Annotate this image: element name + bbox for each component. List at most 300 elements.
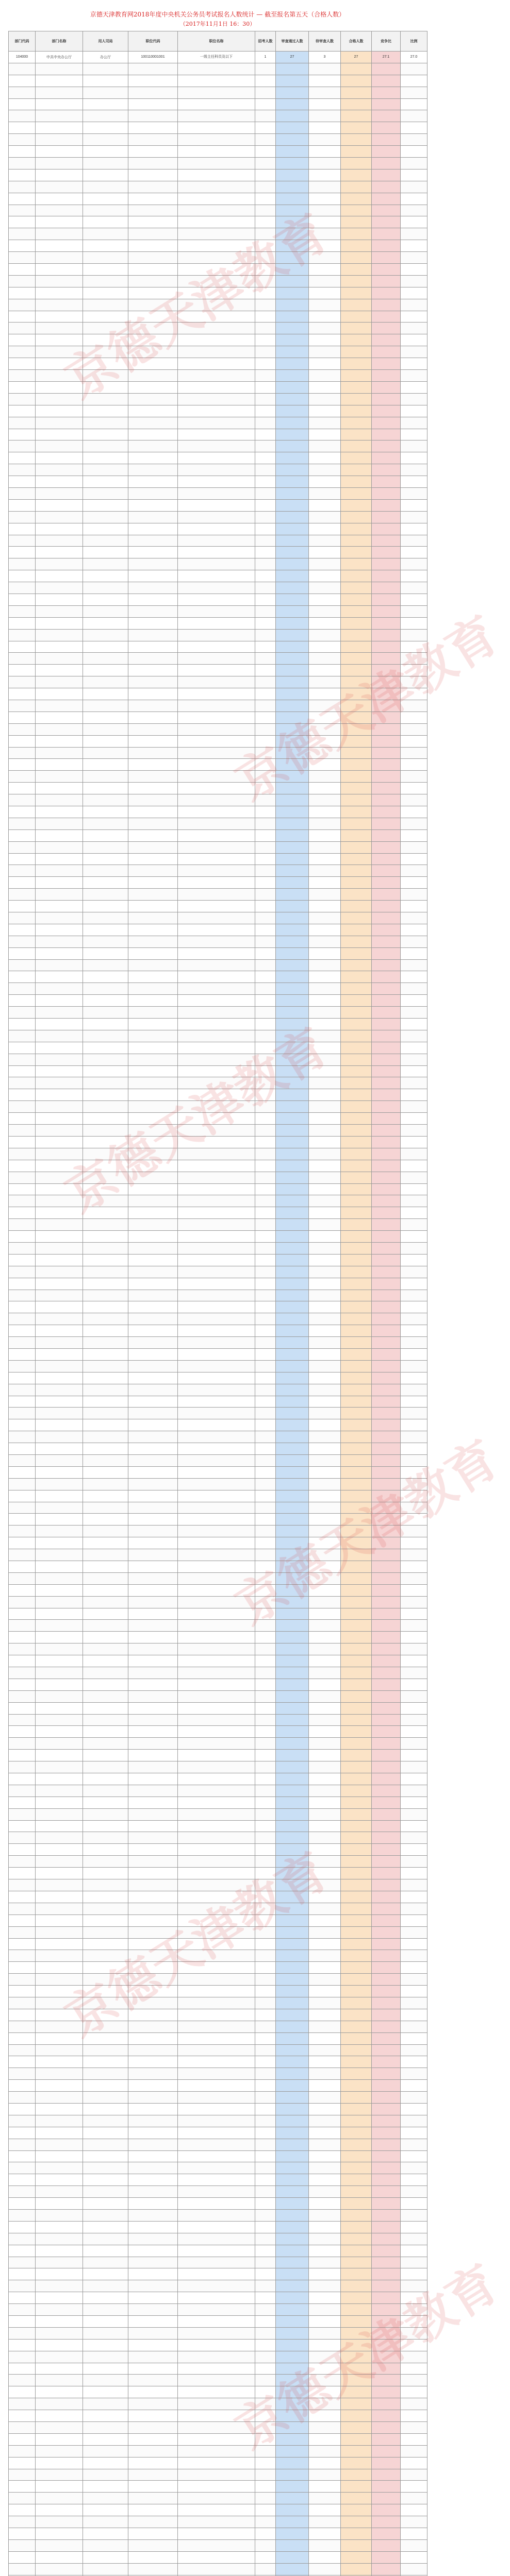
table-cell [309,959,341,971]
table-cell [9,2115,36,2127]
table-cell [128,1301,178,1313]
table-cell [309,205,341,216]
table-cell [255,841,276,853]
table-cell [83,1879,128,1891]
table-cell [178,2493,255,2504]
table-cell [309,1726,341,1738]
table-cell [128,570,178,582]
table-cell [276,853,309,865]
table-cell [372,1242,401,1254]
table-cell [36,1337,83,1349]
table-cell [178,1785,255,1797]
table-cell [309,1526,341,1537]
table-cell [276,205,309,216]
table-cell [83,995,128,1007]
table-cell [83,947,128,959]
table-cell [276,2044,309,2056]
table-cell [341,299,372,311]
table-cell [255,1337,276,1349]
table-cell [341,193,372,205]
table-cell [128,440,178,452]
table-cell [309,676,341,688]
table-cell [255,2316,276,2328]
table-cell [401,1419,427,1431]
table-cell [178,1950,255,1962]
table-row [9,629,427,641]
table-cell [36,2209,83,2221]
table-cell [36,1938,83,1950]
table-cell [178,146,255,158]
table-cell [36,464,83,476]
table-row [9,653,427,665]
table-cell [372,829,401,841]
table-cell [276,2422,309,2434]
table-cell [401,1526,427,1537]
table-cell [36,193,83,205]
table-cell [36,1325,83,1337]
table-cell [372,1419,401,1431]
table-cell [309,1089,341,1101]
table-cell [372,1797,401,1808]
table-cell [255,995,276,1007]
table-cell [276,2221,309,2233]
table-cell [276,1266,309,1278]
table-cell [178,1396,255,1408]
table-cell [83,2127,128,2139]
table-cell [401,2327,427,2339]
table-cell [178,1690,255,1702]
table-cell [276,558,309,570]
table-row [9,1962,427,1974]
table-cell [36,169,83,181]
table-cell [372,2198,401,2210]
table-row [9,1655,427,1667]
table-cell [83,2539,128,2551]
table-cell [83,122,128,134]
table-cell [309,323,341,334]
table-cell [309,1019,341,1030]
table-cell [9,547,36,558]
table-cell [255,1408,276,1419]
table-cell [372,2304,401,2316]
table-cell [255,2032,276,2044]
table-cell [36,358,83,370]
table-cell [178,205,255,216]
table-cell [128,2563,178,2575]
table-cell [128,1183,178,1195]
table-cell [255,499,276,511]
table-cell [255,2363,276,2375]
table-cell [83,1431,128,1443]
table-cell [178,2162,255,2174]
table-row [9,1454,427,1466]
table-cell [255,1089,276,1101]
table-cell [178,2469,255,2481]
table-cell [341,901,372,912]
table-row [9,1160,427,1172]
table-row [9,1773,427,1785]
table-cell [341,2139,372,2150]
table-cell [401,1761,427,1773]
table-cell [341,1172,372,1183]
table-cell [309,1643,341,1655]
table-cell [178,841,255,853]
table-cell [341,311,372,323]
table-cell [401,1408,427,1419]
table-row [9,2092,427,2104]
table-cell [255,1065,276,1077]
table-cell [36,275,83,287]
table-cell [255,2493,276,2504]
table-cell [83,1832,128,1844]
col-header: 比例 [401,31,427,52]
table-cell [36,181,83,193]
table-cell [83,783,128,794]
table-cell [178,252,255,264]
table-cell [309,1054,341,1065]
table-cell [128,2280,178,2292]
table-cell [9,1136,36,1148]
table-cell [401,2481,427,2493]
table-row [9,865,427,877]
table-cell [9,1348,36,1360]
table-cell [36,1714,83,1726]
table-cell [276,370,309,382]
table-cell [36,1572,83,1584]
table-cell [341,1620,372,1632]
table-cell [401,1042,427,1054]
table-cell [309,2044,341,2056]
table-cell [401,1065,427,1077]
table-cell [309,1337,341,1349]
table-row [9,2198,427,2210]
table-cell [276,877,309,889]
table-cell [83,1490,128,1502]
table-cell [9,2080,36,2092]
table-cell [276,287,309,299]
table-cell [372,2139,401,2150]
table-cell [178,1007,255,1019]
table-cell [36,1797,83,1808]
table-row [9,2056,427,2068]
table-cell [128,841,178,853]
table-cell [255,1926,276,1938]
table-cell [36,877,83,889]
table-cell [9,535,36,547]
table-cell [276,617,309,629]
table-cell [255,1183,276,1195]
table-cell [372,1785,401,1797]
col-header: 待审查人数 [309,31,341,52]
table-cell [341,1183,372,1195]
table-cell [401,594,427,605]
table-cell [372,429,401,440]
table-row [9,1903,427,1914]
table-cell [36,794,83,806]
table-cell [372,1042,401,1054]
table-cell [9,110,36,122]
table-cell [128,1337,178,1349]
table-cell [276,440,309,452]
table-cell [255,1820,276,1832]
table-cell [309,1254,341,1266]
table-cell [9,1443,36,1455]
table-cell [401,711,427,723]
table-cell [276,806,309,818]
table-cell [276,2433,309,2445]
table-cell [36,2245,83,2257]
table-cell [255,558,276,570]
table-cell [83,2245,128,2257]
table-cell [341,134,372,146]
table-cell [341,2292,372,2304]
table-cell [276,2351,309,2363]
table-cell [276,2115,309,2127]
table-cell [276,2398,309,2410]
table-row [9,1561,427,1573]
table-cell [83,1714,128,1726]
table-cell [372,1761,401,1773]
table-cell [128,1266,178,1278]
table-cell [255,1325,276,1337]
table-cell [9,1868,36,1879]
table-cell [276,2174,309,2186]
table-cell [372,1077,401,1089]
table-cell [276,735,309,747]
table-cell [372,2115,401,2127]
table-cell [83,1348,128,1360]
table-row [9,487,427,499]
table-cell [128,959,178,971]
table-cell [128,193,178,205]
table-cell [128,299,178,311]
table-cell [9,1278,36,1290]
table-cell [309,1443,341,1455]
table-cell [83,665,128,676]
table-cell [255,2339,276,2351]
table-cell [372,1443,401,1455]
table-cell [255,1242,276,1254]
table-row [9,2304,427,2316]
table-cell [36,1454,83,1466]
table-cell [83,2257,128,2268]
table-cell [83,1337,128,1349]
table-cell [309,2292,341,2304]
table-cell [83,1726,128,1738]
table-cell [401,1844,427,1856]
table-cell [128,865,178,877]
table-cell [128,1054,178,1065]
table-cell [36,2186,83,2198]
table-cell [401,464,427,476]
table-cell [341,1266,372,1278]
table-cell [83,275,128,287]
table-cell [83,205,128,216]
table-cell [9,299,36,311]
table-cell [83,1537,128,1549]
table-cell [401,794,427,806]
table-cell [341,2174,372,2186]
table-cell [372,1396,401,1408]
table-cell [128,1514,178,1526]
table-cell [9,2209,36,2221]
table-cell [309,122,341,134]
table-cell [255,711,276,723]
table-cell [341,169,372,181]
table-cell [255,1643,276,1655]
table-cell [36,2080,83,2092]
table-cell [372,1868,401,1879]
table-cell [401,2339,427,2351]
table-cell [9,2280,36,2292]
table-row [9,1478,427,1490]
table-cell [83,1738,128,1750]
table-cell [9,2422,36,2434]
table-cell [9,936,36,947]
table-cell [401,1301,427,1313]
table-cell [341,1903,372,1914]
table-cell [36,1986,83,1997]
table-cell [401,1089,427,1101]
table-cell [276,311,309,323]
table-cell [36,1195,83,1207]
table-cell [309,806,341,818]
table-cell [341,2551,372,2563]
table-cell [255,1396,276,1408]
table-cell [341,641,372,653]
table-cell [401,205,427,216]
col-header: 职位代码 [128,31,178,52]
table-cell [83,87,128,98]
table-cell [128,901,178,912]
table-cell [276,771,309,783]
table-cell [276,2481,309,2493]
table-cell [276,1077,309,1089]
table-cell [128,311,178,323]
percent: 27.0 [401,52,427,63]
table-cell [83,216,128,228]
table-cell [309,829,341,841]
table-cell [128,829,178,841]
table-cell [128,476,178,488]
table-cell [9,181,36,193]
table-cell [341,1325,372,1337]
table-cell [401,865,427,877]
table-cell [128,146,178,158]
table-cell [178,924,255,936]
table-cell [401,1962,427,1974]
table-cell [255,877,276,889]
table-cell [341,1466,372,1478]
table-cell [83,2351,128,2363]
table-row [9,1643,427,1655]
table-cell [341,1714,372,1726]
table-cell [401,2150,427,2162]
table-cell [36,2056,83,2068]
table-cell [372,1879,401,1891]
table-cell [372,1926,401,1938]
table-cell [128,1278,178,1290]
table-cell [401,2056,427,2068]
table-cell [83,700,128,711]
table-cell [83,1526,128,1537]
table-row [9,1360,427,1372]
table-cell [178,535,255,547]
table-cell [83,971,128,983]
table-cell [309,1702,341,1714]
table-cell [36,1808,83,1820]
table-cell [128,1360,178,1372]
table-cell [178,2080,255,2092]
table-cell [36,912,83,924]
table-cell [9,676,36,688]
table-cell [341,1549,372,1561]
table-cell [372,2257,401,2268]
table-cell [401,901,427,912]
table-cell [255,1301,276,1313]
table-cell [178,594,255,605]
table-cell [341,1702,372,1714]
col-header: 用人司局 [83,31,128,52]
table-cell [276,1007,309,1019]
table-cell [341,2280,372,2292]
table-cell [128,2493,178,2504]
table-cell [255,311,276,323]
table-cell [128,1572,178,1584]
table-cell [36,1478,83,1490]
table-cell [178,2433,255,2445]
table-row [9,2174,427,2186]
table-cell [9,1019,36,1030]
table-cell [36,1891,83,1903]
table-cell [36,1466,83,1478]
table-cell [36,558,83,570]
table-cell [128,1584,178,1596]
table-row [9,358,427,370]
table-row [9,1148,427,1160]
table-cell [341,1301,372,1313]
table-cell [83,853,128,865]
table-cell [178,2268,255,2280]
table-cell [255,735,276,747]
table-cell [9,582,36,594]
table-cell [178,2150,255,2162]
table-cell [276,2080,309,2092]
col-header: 合格人数 [341,31,372,52]
table-row [9,2221,427,2233]
table-cell [341,1384,372,1396]
table-cell [9,1183,36,1195]
table-cell [372,1148,401,1160]
table-cell [83,1077,128,1089]
table-cell [128,2115,178,2127]
table-cell [9,452,36,464]
table-cell [372,1856,401,1868]
table-cell [9,1113,36,1125]
table-cell [83,2493,128,2504]
table-cell [401,2245,427,2257]
table-cell [83,1160,128,1172]
table-cell [372,1572,401,1584]
table-cell [255,2304,276,2316]
table-cell [372,452,401,464]
table-cell [341,1419,372,1431]
table-cell [128,523,178,535]
table-cell [36,2021,83,2032]
table-cell [36,1903,83,1914]
dept-name: 中共中央办公厅 [36,52,83,63]
table-cell [309,146,341,158]
